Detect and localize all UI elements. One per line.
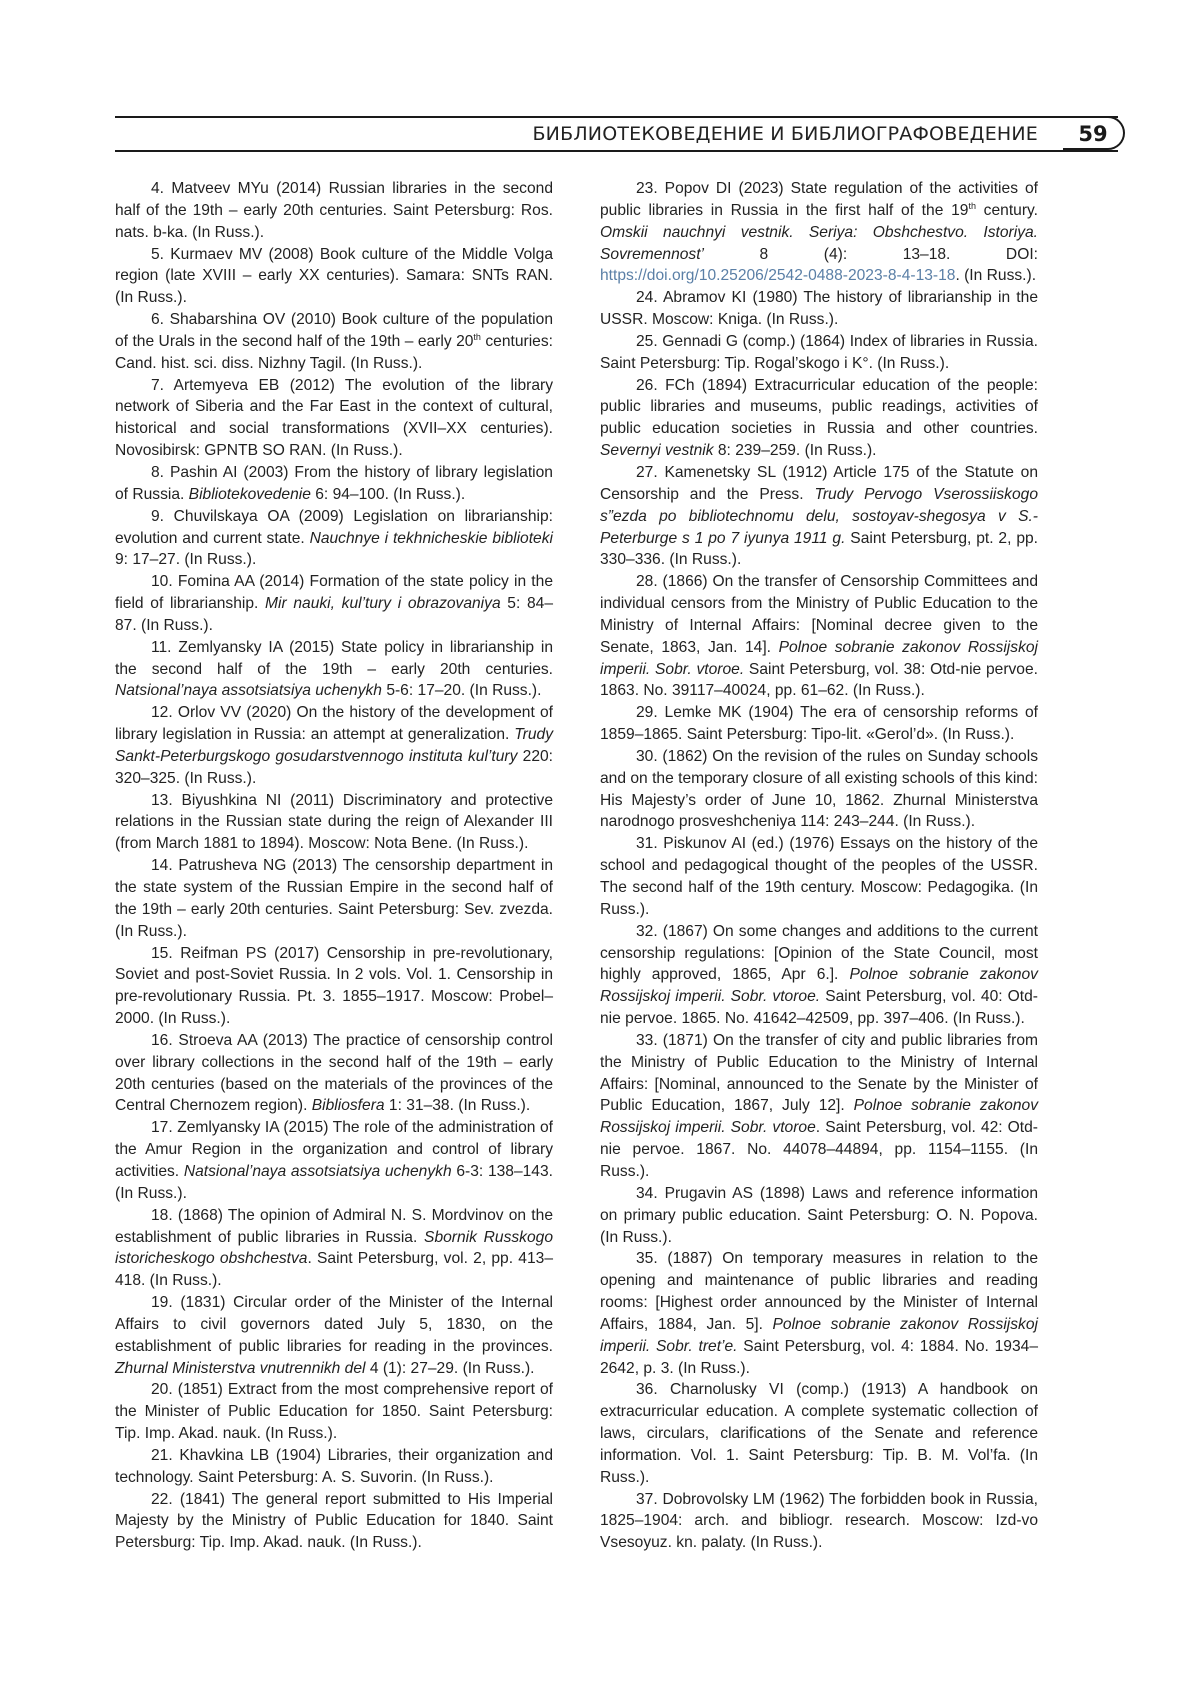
- reference-item: [600, 1248, 1038, 1379]
- reference-item: 29. Lemke MK (1904) The era of censorship reforms of 1859–1865. Saint Petersburg: Tipo-lit. «Gerol’d». (In Russ.).: [600, 704, 1038, 744]
- reference-text: 17. Zemlyansky IA (2015) The role of the administration of the Amur Region in the organization and control of library activities.: [115, 1119, 553, 1180]
- reference-text: 18. (1868) The opinion of Admiral N. S. Mordvinov on the establishment of public libraries in Russia.: [115, 1206, 553, 1246]
- reference-text: 27. Kamenetsky SL (1912) Article 175 of the Statute on Censorship and the Press.: [600, 463, 1038, 503]
- doi-link[interactable]: https://doi.org/10.25206/2542-0488-2023-8-4-13-18: [600, 267, 956, 285]
- reference-item: 14. Patrusheva NG (2013) The censorship department in the state system of the Russian Empire in the second half of the 19th – early 20th centuries. Saint Petersburg: Sev. zvezda. (In Russ.).: [115, 857, 553, 940]
- journal-title: Severnyi vestnik: [600, 442, 714, 460]
- reference-text: 9. Chuvilskaya OA (2009) Legislation on librarianship: evolution and current state.: [115, 507, 553, 547]
- reference-item: 5. Kurmaev MV (2008) Book culture of the Middle Volga region (late XVIII – early XX centuries). Samara: SNTs RAN. (In Russ.).: [115, 245, 553, 307]
- reference-item: [600, 571, 1038, 702]
- reference-item: 7. Artemyeva EB (2012) The evolution of the library network of Siberia and the Far East in the context of cultural, historical and social transformations (XVII–XX centuries). Novosibirsk: GPNTB SO RAN. (In Russ.).: [115, 376, 553, 460]
- journal-title: Sbornik Russkogo istoricheskogo obshchestva: [115, 1228, 553, 1268]
- journal-title: Polnoe sobranie zakonov Rossijskoj imperii. Sobr. vtoroe.: [600, 966, 1038, 1006]
- reference-item: [600, 178, 1038, 287]
- reference-text: 23. Popov DI (2023) State regulation of the activities of public libraries in Russia in the first half of the 19: [600, 180, 1038, 219]
- reference-item: 25. Gennadi G (comp.) (1864) Index of libraries in Russia. Saint Petersburg: Tip. Rogal’skogo i K°. (In Russ.).: [600, 332, 1038, 372]
- journal-title: Nauchnye i tekhnicheskie biblioteki: [309, 529, 553, 547]
- reference-item: 31. Piskunov AI (ed.) (1976) Essays on the history of the school and pedagogical thought of the peoples of the USSR. The second half of the 19th century. Moscow: Pedagogika. (In Russ.).: [600, 835, 1038, 918]
- header-bottom-rule: [115, 150, 1118, 152]
- reference-text: 16. Stroeva AA (2013) The practice of censorship control over library collections in the second half of the 19th – early 20th centuries (based on the materials of the provinces of the Central Chernozem region).: [115, 1031, 553, 1115]
- references-right-column: [600, 178, 1038, 1554]
- reference-text: 11. Zemlyansky IA (2015) State policy in librarianship in the second half of the 19th – early 20th centuries.: [115, 638, 553, 678]
- reference-item: [115, 637, 553, 703]
- journal-title: Omskii nauchnyi vestnik. Seriya: Obshchestvo. Istoriya. Sovremennost’: [600, 223, 1038, 263]
- header-top-rule: [115, 116, 1118, 118]
- reference-item: 13. Biyushkina NI (2011) Discriminatory and protective relations in the Russian state during the reign of Alexander III (from March 1881 to 1894). Moscow: Nota Bene. (In Russ.).: [115, 791, 553, 853]
- reference-text: . (In Russ.).: [955, 267, 1037, 285]
- reference-item: 21. Khavkina LB (1904) Libraries, their organization and technology. Saint Petersburg: A. S. Suvorin. (In Russ.).: [115, 1446, 553, 1486]
- reference-text: Saint Petersburg, vol. 38: Otd-nie pervoe. 1863. No. 39117–40024, pp. 61–62. (In Russ.).: [600, 660, 1038, 700]
- journal-title: Bibliosfera: [311, 1097, 385, 1115]
- reference-item: [115, 462, 553, 506]
- journal-title: Polnoe sobranie zakonov Rossijskoj imperii. Sobr. vtoroe: [600, 1097, 1038, 1137]
- superscript: th: [473, 331, 481, 342]
- journal-title: Polnoe sobranie zakonov Rossijskoj imperii. Sobr. tret’e.: [600, 1315, 1038, 1355]
- reference-item: 24. Abramov KI (1980) The history of librarianship in the USSR. Moscow: Kniga. (In Russ.).: [600, 289, 1038, 329]
- references-left-column: [115, 178, 553, 1554]
- reference-item: [115, 702, 553, 789]
- reference-text: 8: 239–259. (In Russ.).: [713, 442, 877, 460]
- reference-text: 8 (4): 13–18. DOI:: [704, 245, 1038, 263]
- reference-text: Saint Petersburg, pt. 2, pp. 330–336. (In Russ.).: [600, 529, 1038, 569]
- reference-item: [115, 506, 553, 572]
- superscript: th: [968, 200, 976, 211]
- journal-title: Bibliotekovedenie: [188, 485, 311, 503]
- reference-item: [600, 921, 1038, 1030]
- reference-text: 28. (1866) On the transfer of Censorship Committees and individual censors from the Ministry of Public Education to the Ministry of Internal Affairs: [Nominal decree given to the Senate, 1863, Jan. 14].: [600, 573, 1038, 656]
- reference-text: 5-6: 17–20. (In Russ.).: [381, 682, 542, 700]
- reference-item: 22. (1841) The general report submitted to His Imperial Majesty by the Ministry of Public Education for 1840. Saint Petersburg: Tip. Imp. Akad. nauk. (In Russ.).: [115, 1490, 553, 1552]
- reference-item: [115, 1030, 553, 1117]
- reference-item: 4. Matveev MYu (2014) Russian libraries in the second half of the 19th – early 20th centuries. Saint Petersburg: Ros. nats. b-ka. (In Russ.).: [115, 180, 553, 241]
- reference-text: . Saint Petersburg, vol. 42: Otd-nie pervoe. 1867. No. 44078–44894, pp. 1154–1155. (In Russ.).: [600, 1119, 1038, 1180]
- reference-item: [115, 309, 553, 375]
- reference-item: [600, 375, 1038, 462]
- reference-item: 20. (1851) Extract from the most comprehensive report of the Minister of Public Education for 1850. Saint Petersburg: Tip. Imp. Akad. nauk. (In Russ.).: [115, 1381, 553, 1443]
- reference-item: 15. Reifman PS (2017) Censorship in pre-revolutionary, Soviet and post-Soviet Russia. In 2 vols. Vol. 1. Censorship in pre-revolutionary Russia. Pt. 3. 1855–1917. Moscow: Probel–2000. (In Russ.).: [115, 944, 553, 1028]
- reference-item: [600, 462, 1038, 571]
- reference-text: 4 (1): 27–29. (In Russ.).: [365, 1359, 535, 1377]
- reference-text: 35. (1887) On temporary measures in relation to the opening and maintenance of public libraries and reading rooms: [Highest order announced by the Minister of Internal Affairs, 1884, Jan. 5].: [600, 1250, 1038, 1333]
- reference-text: 6-3: 138–143. (In Russ.).: [115, 1162, 553, 1202]
- reference-item: 30. (1862) On the revision of the rules on Sunday schools and on the temporary closure of all existing schools of this kind: His Majesty’s order of June 10, 1862. Zhurnal Ministerstva narodnogo prosveshcheniya 114: 243–244. (In Russ.).: [600, 747, 1038, 831]
- journal-title: Polnoe sobranie zakonov Rossijskoj imperii. Sobr. vtoroe.: [600, 638, 1039, 678]
- reference-item: [115, 571, 553, 637]
- reference-text: 33. (1871) On the transfer of city and public libraries from the Ministry of Public Education to the Ministry of Internal Affairs: [Nominal, announced to the Senate by the Minister of Public Education, 1867, July 12].: [600, 1031, 1038, 1115]
- reference-text: 6: 94–100. (In Russ.).: [310, 485, 466, 503]
- reference-item: 34. Prugavin AS (1898) Laws and reference information on primary public education. Saint Petersburg: O. N. Popova. (In Russ.).: [600, 1184, 1038, 1246]
- journal-title: Zhurnal Ministerstva vnutrennikh del: [115, 1359, 366, 1377]
- journal-title: Natsional’naya assotsiatsiya uchenykh: [115, 682, 382, 700]
- journal-title: Trudy Pervogo Vserossiiskogo s”ezda po bibliotechnomu delu, sostoyav-shegosya v S.-Peterburge s 1 po 7 iyunya 1911 g.: [600, 485, 1038, 547]
- reference-text: 6. Shabarshina OV (2010) Book culture of the population of the Urals in the second half of the 19th – early 20: [115, 311, 553, 350]
- reference-text: centuries: Cand. hist. sci. diss. Nizhny Tagil. (In Russ.).: [115, 332, 553, 372]
- reference-item: [600, 1030, 1038, 1183]
- reference-item: [115, 1117, 553, 1204]
- reference-text: 19. (1831) Circular order of the Minister of the Internal Affairs to civil governors dated July 5, 1830, on the establishment of public libraries for reading in the provinces.: [115, 1294, 553, 1355]
- running-title: БИБЛИОТЕКОВЕДЕНИЕ И БИБЛИОГРАФОВЕДЕНИЕ: [532, 123, 1038, 145]
- reference-text: Saint Petersburg, vol. 40: Otd-nie pervoe. 1865. No. 41642–42509, pp. 397–406. (In Russ.).: [600, 988, 1038, 1028]
- reference-text: 9: 17–27. (In Russ.).: [115, 551, 257, 569]
- reference-text: 26. FCh (1894) Extracurricular education of the people: public libraries and museums, public readings, activities of public education societies in Russia and other countries.: [600, 376, 1038, 438]
- reference-text: century.: [975, 201, 1038, 219]
- reference-item: 37. Dobrovolsky LM (1962) The forbidden book in Russia, 1825–1904: arch. and bibliogr. research. Moscow: Izd-vo Vsesoyuz. kn. palaty. (In Russ.).: [600, 1490, 1038, 1552]
- journal-title: Trudy Sankt-Peterburgskogo gosudarstvennogo instituta kul’tury: [115, 726, 553, 765]
- journal-title: Natsional’naya assotsiatsiya uchenykh: [183, 1162, 452, 1180]
- reference-item: [115, 1292, 553, 1379]
- reference-text: 5: 84–87. (In Russ.).: [115, 595, 553, 634]
- reference-text: . Saint Petersburg, vol. 2, pp. 413–418. (In Russ.).: [115, 1250, 553, 1290]
- reference-text: 1: 31–38. (In Russ.).: [384, 1097, 531, 1115]
- reference-text: 12. Orlov VV (2020) On the history of the development of library legislation in Russia: an attempt at generalization.: [115, 704, 553, 744]
- reference-text: 32. (1867) On some changes and additions to the current censorship regulations: [Opinion of the State Council, most highly approved, 1865, Apr 6.].: [600, 922, 1038, 984]
- reference-text: 8. Pashin AI (2003) From the history of library legislation of Russia.: [115, 463, 553, 503]
- journal-title: Mir nauki, kul’tury i obrazovaniya: [265, 595, 501, 613]
- page-number: 59: [1078, 122, 1108, 146]
- reference-text: 10. Fomina AA (2014) Formation of the state policy in the field of librarianship.: [115, 573, 553, 613]
- reference-item: [115, 1205, 553, 1292]
- reference-text: Saint Petersburg, vol. 4: 1884. No. 1934–2642, p. 3. (In Russ.).: [600, 1337, 1038, 1377]
- reference-item: 36. Charnolusky VI (comp.) (1913) A handbook on extracurricular education. A complete systematic collection of laws, circulars, clarifications of the Senate and reference information. Vol. 1. Saint Petersburg: Tip. B. M. Vol’fa. (In Russ.).: [600, 1381, 1038, 1486]
- reference-text: 220: 320–325. (In Russ.).: [115, 747, 553, 787]
